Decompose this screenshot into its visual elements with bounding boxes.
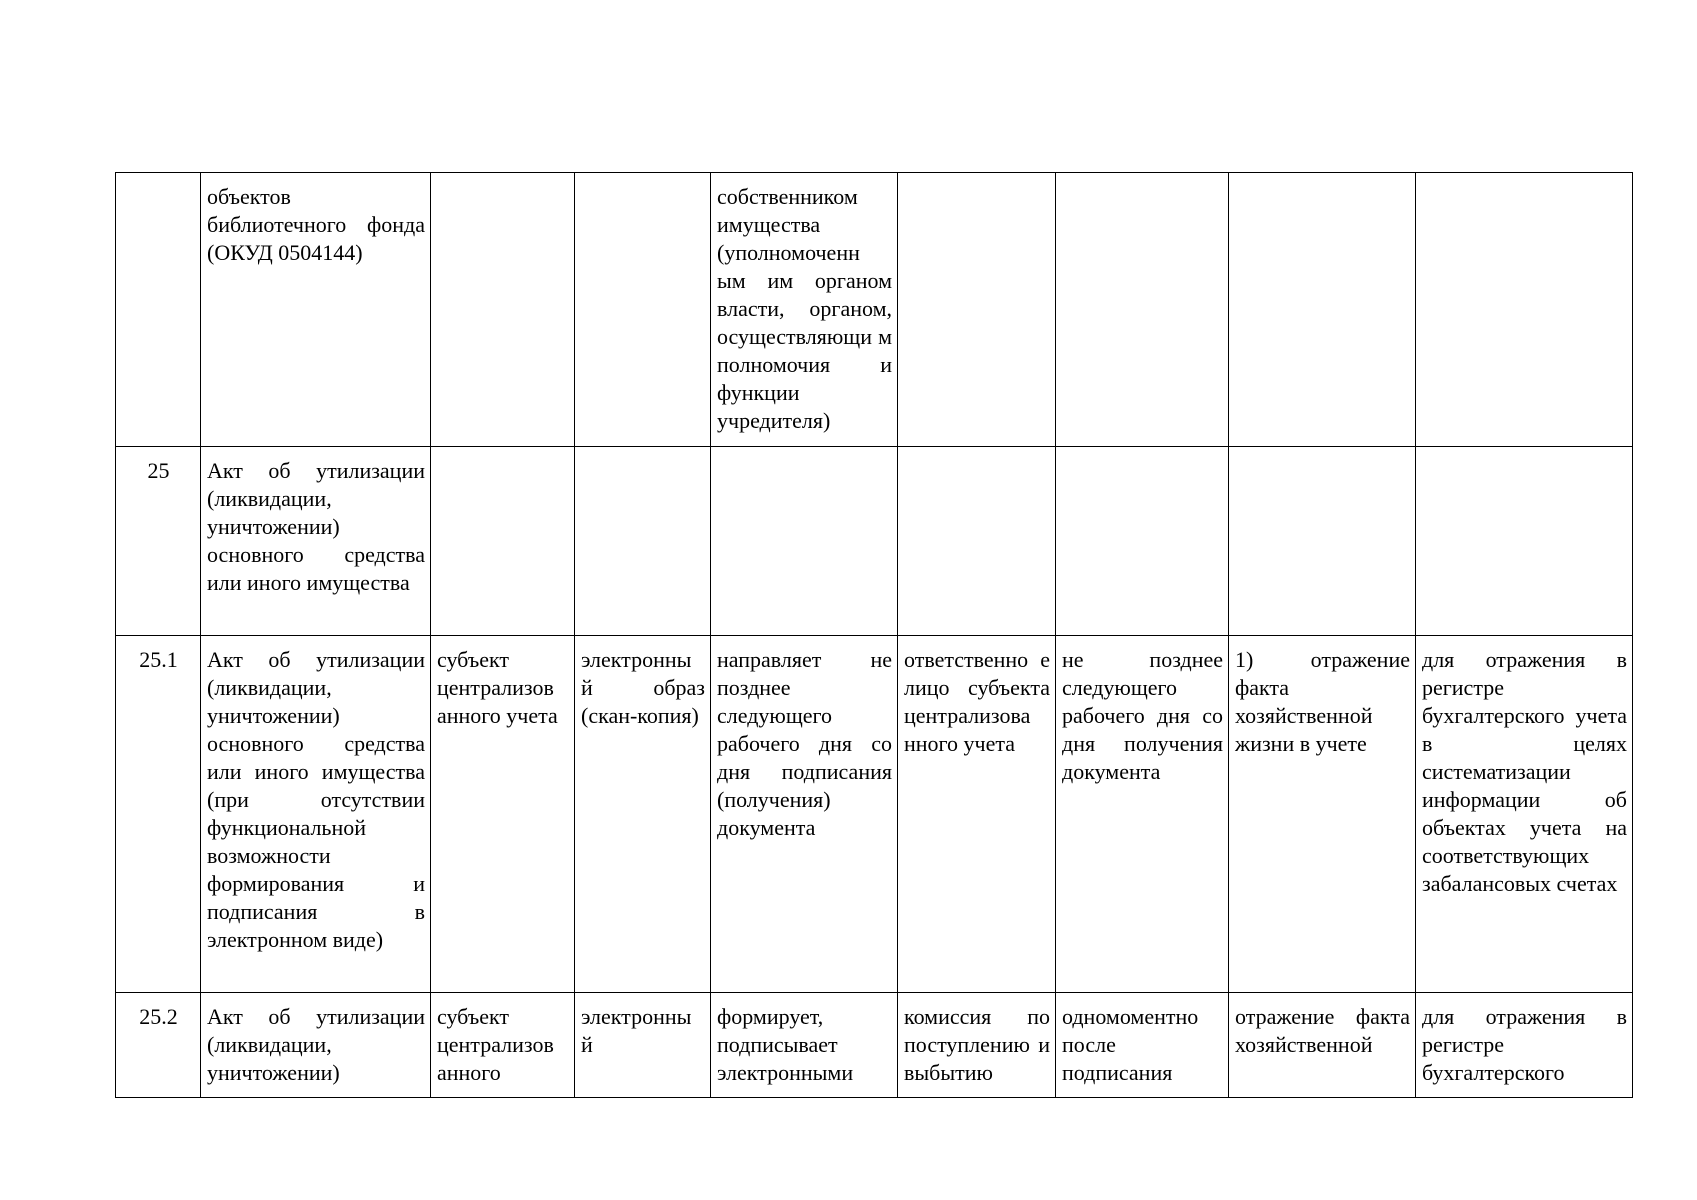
deadline-cell: не позднее следующего рабочего дня со дня получения документа [1056, 636, 1229, 993]
table-row [116, 173, 1633, 447]
row-number: 25.2 [116, 993, 201, 1098]
document-name-cell: объектов библиотечного фонда (ОКУД 0504144) [201, 173, 431, 447]
operation-cell [1229, 173, 1416, 447]
operation-cell: 1) отражение факта хозяйственной жизни в учете [1229, 636, 1416, 993]
document-form-cell: электронны й образ (скан-копия) [575, 636, 711, 993]
deadline-cell [1056, 173, 1229, 447]
document-form-cell [575, 447, 711, 636]
responsible-subject-cell: субъект централизов анного учета [431, 636, 575, 993]
recipient-cell [898, 447, 1056, 636]
document-form-cell: электронны й [575, 993, 711, 1098]
purpose-cell [1416, 173, 1633, 447]
responsible-subject-cell [431, 447, 575, 636]
row-number: 25.1 [116, 636, 201, 993]
deadline-cell [1056, 447, 1229, 636]
table-row [116, 447, 1633, 636]
document-form-cell [575, 173, 711, 447]
action-cell: собственником имущества (уполномоченн ым им органом власти, органом, осуществляющи м полномочия и функции учредителя) [711, 173, 898, 447]
purpose-cell [1416, 447, 1633, 636]
document-name-cell: Акт об утилизации (ликвидации, уничтожении) основного средства или иного имущества (при отсутствии функциональной возможности формирования и подписания в электронном виде) [201, 636, 431, 993]
action-cell: формирует, подписывает электронными [711, 993, 898, 1098]
document-name-cell: Акт об утилизации (ликвидации, уничтожении) [201, 993, 431, 1098]
recipient-cell: комиссия по поступлению и выбытию [898, 993, 1056, 1098]
operation-cell [1229, 447, 1416, 636]
document-table [115, 172, 1633, 1098]
recipient-cell: ответственно е лицо субъекта централизова нного учета [898, 636, 1056, 993]
action-cell: направляет не позднее следующего рабочего дня со дня подписания (получения) документа [711, 636, 898, 993]
table-row [116, 636, 1633, 993]
responsible-subject-cell [431, 173, 575, 447]
purpose-cell: для отражения в регистре бухгалтерского [1416, 993, 1633, 1098]
row-number: 25 [116, 447, 201, 636]
document-name-cell: Акт об утилизации (ликвидации, уничтожении) основного средства или иного имущества [201, 447, 431, 636]
recipient-cell [898, 173, 1056, 447]
deadline-cell: одномоментно после подписания [1056, 993, 1229, 1098]
row-number [116, 173, 201, 447]
responsible-subject-cell: субъект централизов анного [431, 993, 575, 1098]
action-cell [711, 447, 898, 636]
table-row [116, 993, 1633, 1098]
operation-cell: отражение факта хозяйственной [1229, 993, 1416, 1098]
purpose-cell: для отражения в регистре бухгалтерского учета в целях систематизации информации об объектах учета на соответствующих забалансовых счетах [1416, 636, 1633, 993]
